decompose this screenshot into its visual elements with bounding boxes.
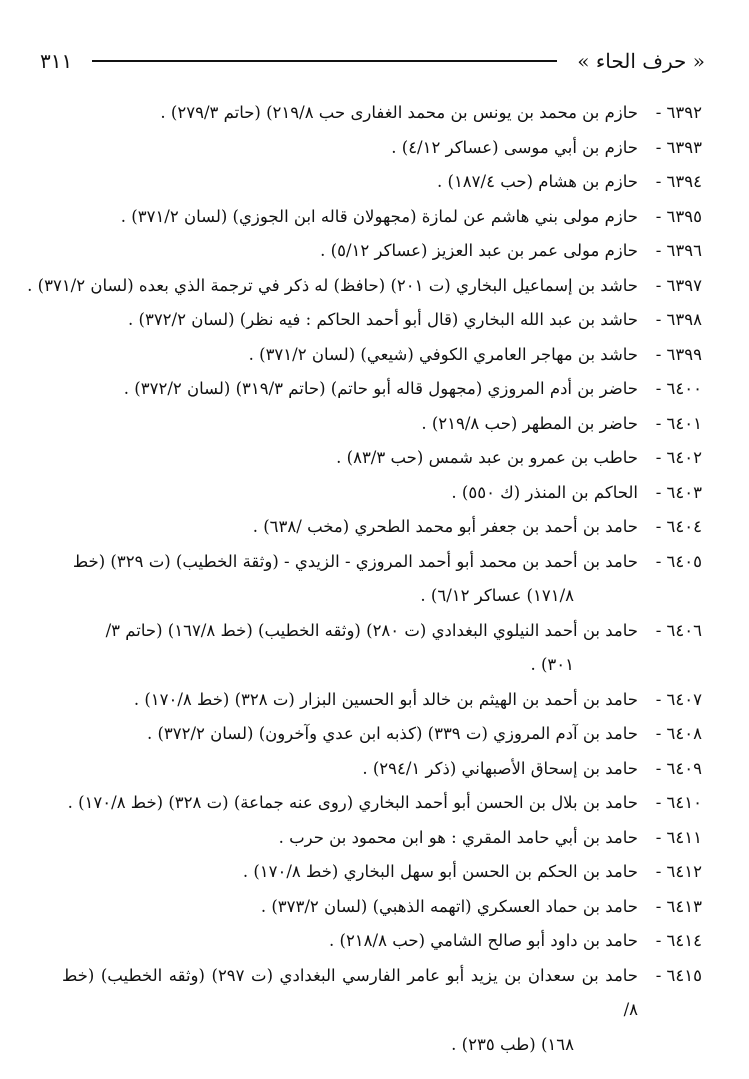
- entry-number: ٦٣٩٣ -: [655, 137, 702, 157]
- entry-row: [62, 372, 702, 407]
- entry-number: ٦٤٠٢ -: [655, 448, 702, 467]
- entry-text: حاشد بن عبد الله البخاري (قال أبو أحمد الحاكم : فيه نظر) (لسان ٣٧٢/٢) .: [128, 310, 638, 329]
- entry-text: حامد بن أحمد بن الهيثم بن خالد أبو الحسين البزار (ت ٣٢٨) (خط ١٧٠/٨) .: [133, 689, 638, 709]
- entry-row: [62, 683, 702, 718]
- entry-number: ٦٣٩٢ -: [655, 103, 702, 122]
- entry-text: حامد بن أبي حامد المقري : هو ابن محمود بن حرب .: [278, 827, 638, 847]
- entry-row: [62, 131, 702, 166]
- entry-text: حامد بن سعدان بن يزيد أبو عامر الفارسي البغدادي (ت ٢٩٧) (وثقه الخطيب) (خط ٨/: [62, 965, 639, 1019]
- entry-number: ٦٤١٠ -: [655, 793, 702, 812]
- entry-number: ٦٤٠١ -: [655, 413, 702, 433]
- entry-number: ٦٤٠٧ -: [655, 689, 702, 709]
- page-number: ٣١١: [40, 49, 73, 73]
- entry-continuation: ٣٠١) .: [530, 655, 574, 674]
- header-rule: [92, 60, 557, 62]
- entry-number: ٦٣٩٦ -: [655, 241, 702, 260]
- entry-continuation: ١٦٨) (طب ٢٣٥) .: [451, 1034, 574, 1054]
- entry-row: [62, 200, 702, 235]
- entry-number: ٦٣٩٥ -: [655, 206, 702, 226]
- entry-text: حاطب بن عمرو بن عبد شمس (حب ٨٣/٣) .: [336, 448, 638, 467]
- entry-row: [62, 407, 702, 442]
- entry-row: [27, 269, 702, 304]
- entry-number: ٦٤٠٤ -: [655, 517, 702, 536]
- entry-text: حاضر بن أدم المروزي (مجهول قاله أبو حاتم) (حاتم ٣١٩/٣) (لسان ٣٧٢/٢) .: [123, 379, 638, 398]
- entry-row: [62, 614, 702, 683]
- entry-row: [62, 303, 702, 338]
- entry-text: حازم بن أبي موسى (عساكر ٤/١٢) .: [391, 137, 638, 157]
- entry-text: حامد بن أحمد النيلوي البغدادي (ت ٢٨٠) (وثقه الخطيب) (خط ١٦٧/٨) (حاتم ٣/: [105, 620, 638, 640]
- entry-number: ٦٤١٥ -: [655, 965, 702, 985]
- entry-number: ٦٣٩٩ -: [655, 344, 702, 364]
- entry-row: [62, 890, 702, 925]
- entry-row: [62, 510, 702, 545]
- entry-text: حامد بن أحمد بن محمد أبو أحمد المروزي - الزيدي - (وثقة الخطيب) (ت ٣٢٩) (خط: [72, 551, 638, 571]
- entry-number: ٦٤١١ -: [655, 827, 702, 847]
- entry-row: [62, 855, 702, 890]
- entry-text: حامد بن حماد العسكري (اتهمه الذهبي) (لسان ٣٧٣/٢) .: [260, 896, 638, 916]
- entry-number: ٦٣٩٤ -: [655, 172, 702, 191]
- entry-text: حاضر بن المطهر (حب ٢١٩/٨) .: [421, 413, 638, 433]
- entry-number: ٦٤٠٠ -: [655, 379, 702, 398]
- entry-text: حاشد بن إسماعيل البخاري (ت ٢٠١) (حافظ) له ذكر في ترجمة الذي بعده (لسان ٣٧١/٢) .: [27, 275, 638, 295]
- entry-row: [62, 165, 702, 200]
- entry-number: ٦٤١٢ -: [655, 862, 702, 881]
- entry-text: حازم مولى عمر بن عبد العزيز (عساكر ٥/١٢) .: [320, 241, 638, 260]
- entry-number: ٦٤٠٦ -: [655, 620, 702, 640]
- entry-number: ٦٤٠٣ -: [655, 482, 702, 502]
- entry-text: حامد بن إسحاق الأصبهاني (ذكر ٢٩٤/١) .: [362, 758, 638, 778]
- entry-row: [62, 441, 702, 476]
- entry-number: ٦٤٠٨ -: [655, 724, 702, 743]
- entry-text: حازم مولى بني هاشم عن لمازة (مجهولان قاله ابن الجوزي) (لسان ٣٧١/٢) .: [120, 206, 638, 226]
- entry-text: حامد بن داود أبو صالح الشامي (حب ٢١٨/٨) .: [329, 931, 638, 950]
- entry-number: ٦٣٩٧ -: [655, 275, 702, 295]
- entry-text: الحاكم بن المنذر (ك ٥٥٠) .: [451, 482, 638, 502]
- entry-text: حامد بن أحمد بن جعفر أبو محمد الطحري (مخب /٦٣٨) .: [252, 517, 638, 536]
- running-title: « حرف الحاء »: [577, 49, 705, 73]
- entry-text: حامد بن الحكم بن الحسن أبو سهل البخاري (خط ١٧٠/٨) .: [242, 862, 638, 881]
- entry-row: [62, 959, 702, 1063]
- entry-number: ٦٣٩٨ -: [655, 310, 702, 329]
- entry-text: حامد بن آدم المروزي (ت ٣٣٩) (كذبه ابن عدي وآخرون) (لسان ٣٧٢/٢) .: [146, 724, 638, 743]
- entry-row: [62, 545, 702, 614]
- entry-row: [62, 786, 702, 821]
- entry-continuation: ١٧١/٨) عساكر ٦/١٢) .: [420, 586, 574, 605]
- entry-row: [62, 476, 702, 511]
- entry-row: [62, 717, 702, 752]
- entry-number: ٦٤١٤ -: [655, 931, 702, 950]
- page-header: [40, 44, 705, 78]
- entry-row: [62, 752, 702, 787]
- entry-row: [62, 96, 702, 131]
- entry-row: [62, 234, 702, 269]
- entry-row: [62, 821, 702, 856]
- entry-text: حازم بن هشام (حب ١٨٧/٤) .: [437, 172, 638, 191]
- entry-row: [62, 338, 702, 373]
- entry-text: حامد بن بلال بن الحسن أبو أحمد البخاري (روى عنه جماعة) (ت ٣٢٨) (خط ١٧٠/٨) .: [67, 793, 638, 812]
- entry-list: [27, 96, 702, 1062]
- entry-number: ٦٤٠٥ -: [655, 551, 702, 571]
- entry-row: [62, 924, 702, 959]
- entry-text: حازم بن محمد بن يونس بن محمد الغفارى حب ٢١٩/٨) (حاتم ٢٧٩/٣) .: [160, 103, 638, 122]
- entry-number: ٦٤١٣ -: [655, 896, 702, 916]
- entry-text: حاشد بن مهاجر العامري الكوفي (شيعي) (لسان ٣٧١/٢) .: [248, 344, 638, 364]
- entry-number: ٦٤٠٩ -: [655, 758, 702, 778]
